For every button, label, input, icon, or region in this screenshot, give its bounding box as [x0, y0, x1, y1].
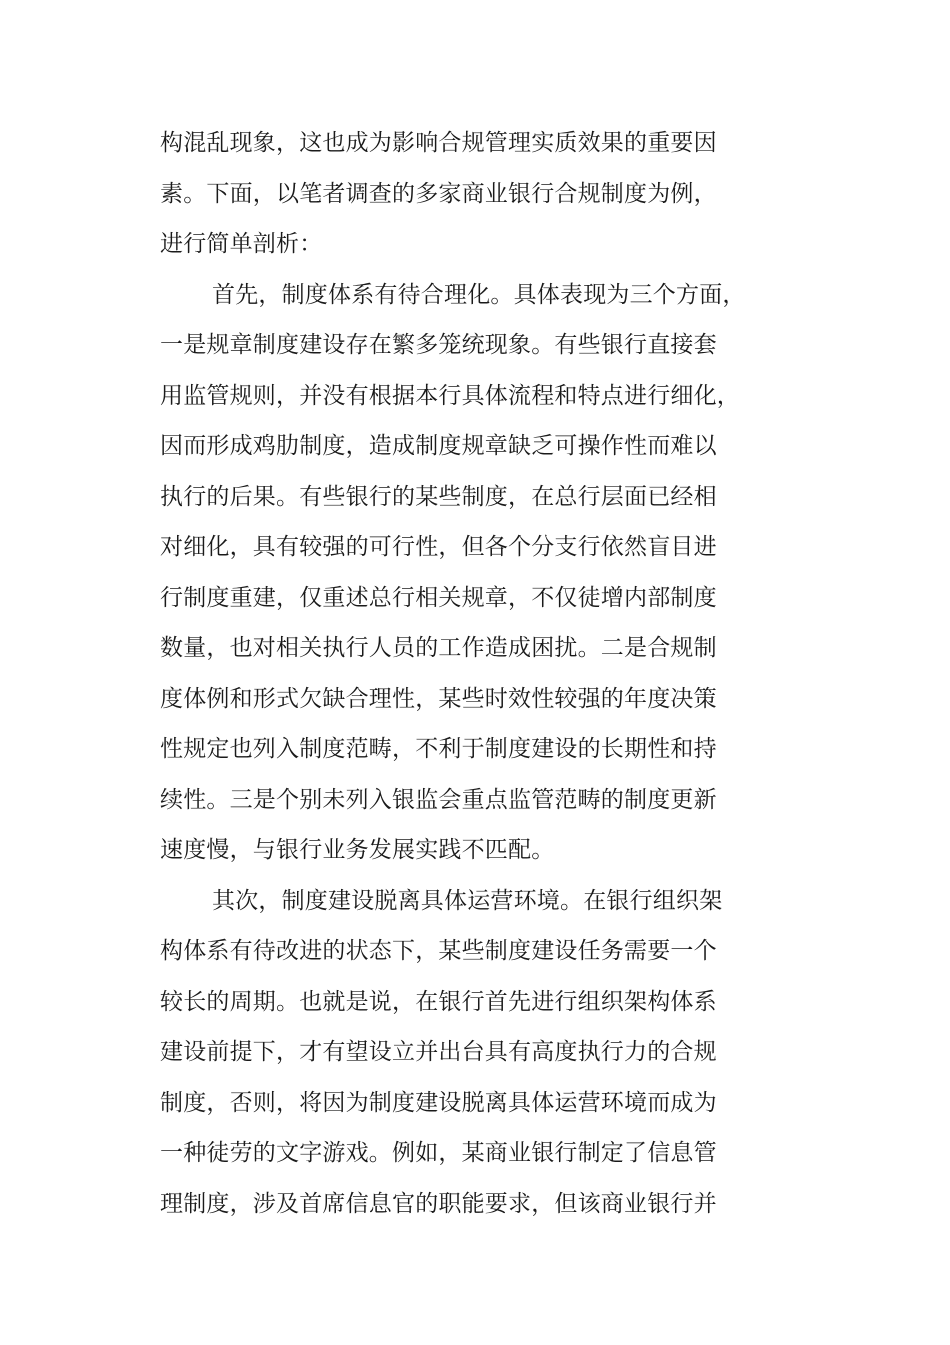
text-line: 构体系有待改进的状态下，某些制度建设任务需要一个	[160, 938, 717, 964]
paragraph	[160, 270, 746, 876]
text-line: 理制度，涉及首席信息官的职能要求，但该商业银行并	[160, 1190, 717, 1217]
paragraph	[160, 876, 723, 1230]
text-line: 素。下面，以笔者调查的多家商业银行合规制度为例，	[160, 180, 717, 207]
text-line: 行制度重建，仅重述总行相关规章，不仅徒增内部制度	[160, 584, 717, 611]
text-line: 对细化，具有较强的可行性，但各个分支行依然盲目进	[160, 534, 717, 560]
text-line: 一种徒劳的文字游戏。例如，某商业银行制定了信息管	[160, 1140, 717, 1166]
text-line: 一是规章制度建设存在繁多笼统现象。有些银行直接套	[160, 332, 717, 358]
document-body	[160, 118, 746, 1229]
paragraph	[160, 118, 720, 270]
text-line: 建设前提下，才有望设立并出台具有高度执行力的合规	[160, 1039, 717, 1065]
text-line: 速度慢，与银行业务发展实践不匹配。	[160, 837, 555, 863]
text-line: 用监管规则，并没有根据本行具体流程和特点进行细化，	[160, 382, 740, 409]
text-line: 构混乱现象，这也成为影响合规管理实质效果的重要因	[160, 130, 717, 156]
text-line: 数量，也对相关执行人员的工作造成困扰。二是合规制	[160, 635, 717, 661]
text-line: 首先，制度体系有待合理化。具体表现为三个方面，	[212, 281, 746, 308]
text-line: 因而形成鸡肋制度，造成制度规章缺乏可操作性而难以	[160, 433, 717, 459]
text-line: 续性。三是个别未列入银监会重点监管范畴的制度更新	[160, 786, 717, 813]
text-line: 较长的周期。也就是说，在银行首先进行组织架构体系	[160, 988, 717, 1015]
text-line: 性规定也列入制度范畴，不利于制度建设的长期性和持	[160, 736, 717, 762]
text-line: 执行的后果。有些银行的某些制度，在总行层面已经相	[160, 483, 717, 510]
text-line: 其次，制度建设脱离具体运营环境。在银行组织架	[212, 887, 723, 914]
text-line: 进行简单剖析：	[160, 231, 323, 257]
text-line: 制度，否则，将因为制度建设脱离具体运营环境而成为	[160, 1089, 717, 1116]
text-line: 度体例和形式欠缺合理性，某些时效性较强的年度决策	[160, 685, 717, 712]
